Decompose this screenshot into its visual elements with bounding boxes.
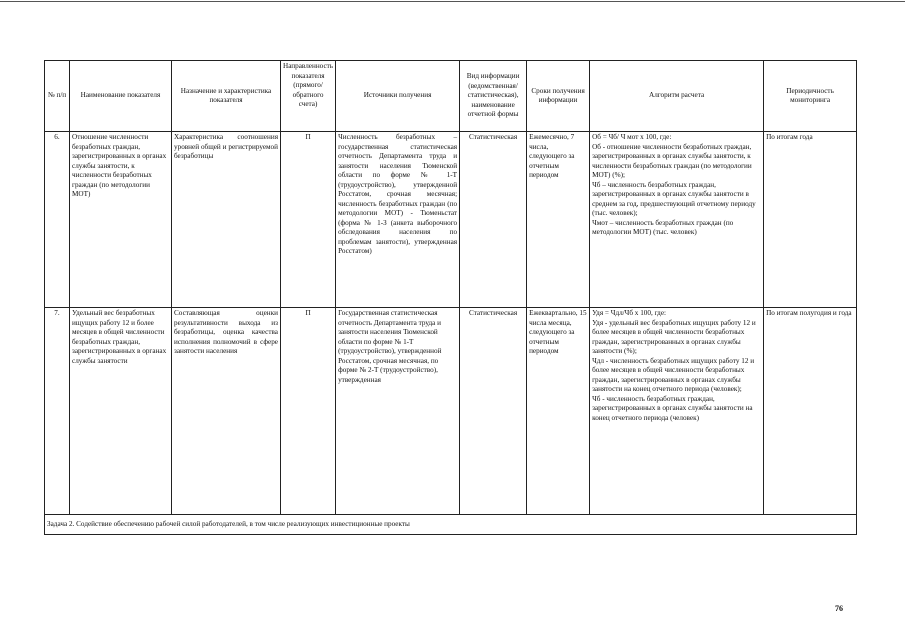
- page-number: 76: [835, 604, 843, 613]
- header-direction: Направленность показателя (прямого/ обратного счета): [281, 61, 336, 132]
- header-name: Наименование показателя: [70, 61, 172, 132]
- row-number: 6.: [45, 132, 70, 308]
- table-header-row: [45, 61, 857, 132]
- indicator-info-type: Статистическая: [460, 132, 527, 308]
- indicator-algorithm: Удя = Чдл/Чб х 100, где: Удя - удельный вес безработных ищущих работу 12 и более месяцев в общей численности безработных граждан, зарегистрированных в органах службы занятости (%); Чдл - численность безработных ищущих работу 12 и более месяцев в общей численности безработных граждан, зарегистрированных в органах службы занятости на конец отчетного периода (человек); Чб - численность безработных граждан, зарегистрированных в органах службы занятости на конец отчетного периода (человек): [590, 308, 764, 515]
- indicator-purpose: Составляющая оценки результативности выхода из безработицы, оценка качества исполнения полномочий в сфере занятости населения: [172, 308, 281, 515]
- header-timing: Сроки получения информации: [527, 61, 590, 132]
- indicator-direction: П: [281, 132, 336, 308]
- indicator-info-type: Статистическая: [460, 308, 527, 515]
- indicator-periodicity: По итогам года: [764, 132, 857, 308]
- indicator-name: Удельный вес безработных ищущих работу 12 и более месяцев в общей численности безработных граждан, зарегистрированных в органах службы занятости: [70, 308, 172, 515]
- header-purpose: Назначение и характеристика показателя: [172, 61, 281, 132]
- indicator-algorithm: Об = Чб/ Ч мот х 100, где: Об - отношение численности безработных граждан, зарегистрированных в органах службы занятости, к численности безработных граждан (по методологии МОТ) (%); Чб – численность безработных граждан, зарегистрированных в органах службы занятости в среднем за год, предшествующий отчетному периоду (тыс. человек); Чмот – численность безработных граждан (по методологии МОТ) (тыс. человек): [590, 132, 764, 308]
- header-sources: Источники получения: [336, 61, 460, 132]
- indicator-purpose: Характеристика соотношения уровней общей и регистрируемой безработицы: [172, 132, 281, 308]
- task-row: [45, 515, 857, 535]
- table-row: [45, 308, 857, 515]
- row-number: 7.: [45, 308, 70, 515]
- indicator-name: Отношение численности безработных граждан, зарегистрированных в органах службы занятости, к численности безработных граждан (по методологии МОТ): [70, 132, 172, 308]
- indicator-sources: Государственная статистическая отчетность Департамента труда и занятости населения Тюменской области по форме № 1-Т (трудоустройство), утвержденной Росстатом, срочная месячная, по форме № 2-Т (трудоустройство), утвержденная: [336, 308, 460, 515]
- header-info-type: Вид информации (ведомственная/ статистическая), наименование отчетной формы: [460, 61, 527, 132]
- indicator-timing: Ежемесячно, 7 числа, следующего за отчетным периодом: [527, 132, 590, 308]
- header-periodicity: Периодичность мониторинга: [764, 61, 857, 132]
- indicator-sources: Численность безработных – государственная статистическая отчетность Департамента труда и занятости населения Тюменской области по форме № 1-Т (трудоустройство), утвержденной Росстатом, срочная месячная; численность безработных граждан (по методологии МОТ) - Тюменьстат (форма № 1-З (анкета выборочного обследования населения по проблемам занятости), утвержденная Росстатом): [336, 132, 460, 308]
- header-algorithm: Алгоритм расчета: [590, 61, 764, 132]
- indicator-timing: Ежеквартально, 15 числа месяца, следующего за отчетным периодом: [527, 308, 590, 515]
- indicators-table: [44, 60, 857, 535]
- indicator-direction: П: [281, 308, 336, 515]
- table-row: [45, 132, 857, 308]
- indicator-periodicity: По итогам полугодия и года: [764, 308, 857, 515]
- task-heading: Задача 2. Содействие обеспечению рабочей силой работодателей, в том числе реализующих инвестиционные проекты: [45, 515, 857, 535]
- top-scan-line: [0, 1, 905, 2]
- header-num: № п/п: [45, 61, 70, 132]
